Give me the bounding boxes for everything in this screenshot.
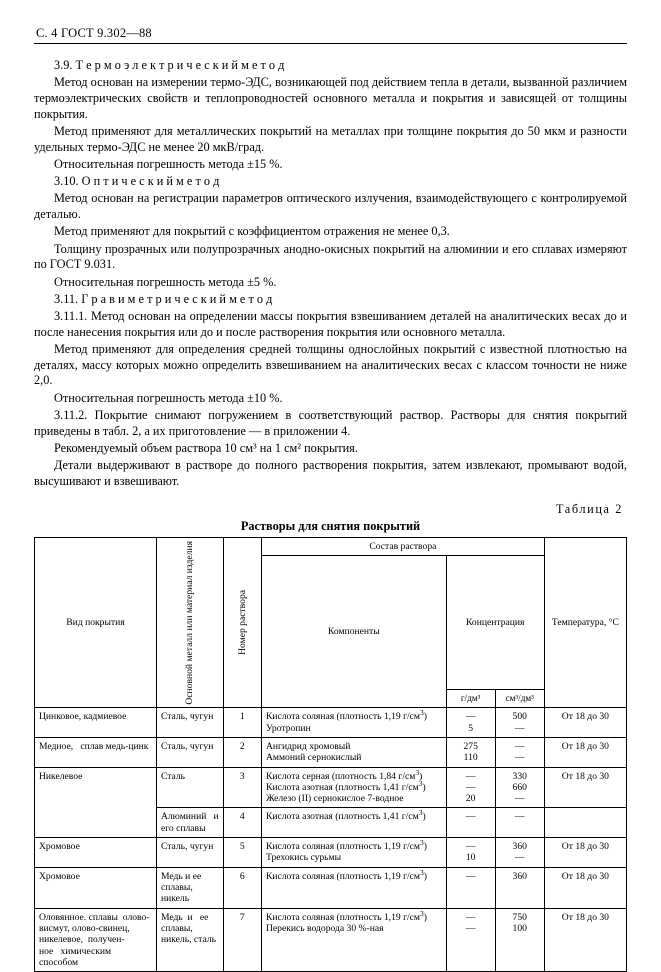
- cell-coating-type: Хромовое: [35, 838, 157, 868]
- cell-coating-type: Медное, сплав медь-цинк: [35, 737, 157, 767]
- cell-base-metal: Сталь, чугун: [156, 838, 223, 868]
- cell-components: Кислота соляная (плотность 1,19 $г/см^3$) Уротропин: [261, 708, 446, 738]
- paragraph-3-10-3: Толщину прозрачных или полупрозрачных анодно-окисных покрытий на алюминии и его сплавах измеряют по ГОСТ 9.031.: [34, 241, 627, 272]
- cell-conc-g: —: [446, 867, 495, 908]
- cell-base-metal: Сталь, чугун: [156, 737, 223, 767]
- cell-temperature: От 18 до 30: [544, 908, 626, 972]
- paragraph-3-10-1: Метод основан на регистрации параметров оптического излучения, взаимодействующего с контролируемой деталью.: [34, 191, 627, 222]
- cell-conc-sm: 360: [495, 867, 544, 908]
- paragraph-3-11-1-b: Метод применяют для определения средней толщины однослойных покрытий с известной плотностью на деталях, массу которых можно определить взвешиванием на аналитических весах с классом точности не ниже 2,0.: [34, 341, 627, 388]
- cell-conc-g: — — 20: [446, 767, 495, 808]
- header-conc-sm3-dm3: см³/дм³: [495, 690, 544, 708]
- cell-base-metal: Медь и ее сплавы, никель, сталь: [156, 908, 223, 972]
- cell-components: Ангидрид хромовый Аммоний сернокислый: [261, 737, 446, 767]
- cell-solution-number: 6: [223, 867, 261, 908]
- cell-conc-sm: —: [495, 808, 544, 838]
- table-row: [35, 708, 627, 738]
- cell-components: Кислота серная (плотность 1,84 $г/см^3$) Кислота азотная (плотность 1,41 $г/см^3$) Железо (II) сернокислое 7-водное: [261, 767, 446, 808]
- cell-coating-type: Цинковое, кадмиевое: [35, 708, 157, 738]
- cell-base-metal: Сталь, чугун: [156, 708, 223, 738]
- header-conc-g-dm3: г/дм³: [446, 690, 495, 708]
- cell-solution-number: 1: [223, 708, 261, 738]
- cell-components: Кислота соляная (плотность 1,19 $г/см^3$) Трехокись сурьмы: [261, 838, 446, 868]
- paragraph-heading-3-10: 3.10. О п т и ч е с к и й м е т о д: [54, 174, 220, 189]
- table-row: [35, 838, 627, 868]
- cell-base-metal: Алюминий и его сплавы: [156, 808, 223, 838]
- paragraph-3-11-1: 3.11.1. Метод основан на определении массы покрытия взвешиванием деталей на аналитических весах до и после нанесения покрытия или до и после растворения покрытия или основного металла.: [34, 309, 627, 339]
- cell-solution-number: 7: [223, 908, 261, 972]
- header-divider: [34, 43, 627, 44]
- cell-temperature: От 18 до 30: [544, 867, 626, 908]
- cell-conc-g: — 10: [446, 838, 495, 868]
- cell-temperature: От 18 до 30: [544, 767, 626, 808]
- cell-coating-type: Никелевое: [35, 767, 157, 838]
- page-number: С. 4: [36, 26, 58, 40]
- paragraph-heading-3-11: 3.11. Г р а в и м е т р и ч е с к и й м е т о д: [54, 291, 273, 306]
- body-text: [34, 58, 627, 490]
- header-concentration: Концентрация: [446, 555, 544, 690]
- cell-conc-g: 275 110: [446, 737, 495, 767]
- table-title: Растворы для снятия покрытий: [240, 518, 421, 533]
- coating-stripping-solutions-table: [34, 537, 627, 972]
- cell-conc-sm: 360 —: [495, 838, 544, 868]
- cell-temperature: [544, 808, 626, 838]
- header-solution-number: Номер раствора: [223, 537, 261, 708]
- paragraph-3-10-4: Относительная погрешность метода ±5 %.: [54, 274, 277, 289]
- cell-temperature: От 18 до 30: [544, 737, 626, 767]
- page-header: [36, 26, 627, 41]
- cell-conc-sm: — —: [495, 737, 544, 767]
- cell-solution-number: 3: [223, 767, 261, 808]
- header-components: Компоненты: [261, 555, 446, 707]
- cell-solution-number: 2: [223, 737, 261, 767]
- cell-components: Кислота соляная (плотность 1,19 $г/см^3$): [261, 867, 446, 908]
- header-solution-composition: Состав раствора: [261, 537, 544, 555]
- paragraph-3-11-2: 3.11.2. Покрытие снимают погружением в соответствующий раствор. Растворы для снятия покрытий приведены в табл. 2, а их приготовление — в приложении 4.: [34, 407, 627, 438]
- document-id: ГОСТ 9.302—88: [60, 26, 152, 40]
- cell-solution-number: 5: [223, 838, 261, 868]
- table-body: [35, 708, 627, 972]
- paragraph-3-9-1: Метод основан на измерении термо-ЭДС, возникающей под действием тепла в детали, вызванной различием термоэлектрических свойств и теплопроводностей основного металла и покрытия и зависящей от толщины покрытия.: [34, 75, 627, 121]
- cell-coating-type: Оловянное. сплавы олово-висмут, олово-свинец, никелевое, полученное химическим способом: [35, 908, 157, 972]
- header-base-metal: Основной металл или материал изделия: [156, 537, 223, 708]
- cell-conc-g: — 5: [446, 708, 495, 738]
- cell-conc-g: — —: [446, 908, 495, 972]
- cell-temperature: От 18 до 30: [544, 708, 626, 738]
- paragraph-3-11-1-c: Относительная погрешность метода ±10 %.: [54, 390, 283, 405]
- table-caption: Таблица 2: [556, 501, 623, 516]
- cell-components: Кислота соляная (плотность 1,19 $г/см^3$) Перекись водорода 30 %-ная: [261, 908, 446, 972]
- cell-temperature: От 18 до 30: [544, 838, 626, 868]
- table-row: [35, 908, 627, 972]
- header-temperature: Температура, °С: [544, 537, 626, 708]
- cell-conc-sm: 500 —: [495, 708, 544, 738]
- cell-solution-number: 4: [223, 808, 261, 838]
- paragraph-3-11-2-c: Детали выдерживают в растворе до полного растворения покрытия, затем извлекают, промывают водой, высушивают и взвешивают.: [34, 458, 627, 488]
- header-coating-type: Вид покрытия: [35, 537, 157, 708]
- cell-base-metal: Медь и ее сплавы, никель: [156, 867, 223, 908]
- cell-conc-sm: 330 660 —: [495, 767, 544, 808]
- table-row: [35, 867, 627, 908]
- table-header-row-1: [35, 537, 627, 555]
- cell-base-metal: Сталь: [156, 767, 223, 808]
- paragraph-3-11-2-b: Рекомендуемый объем раствора 10 см³ на 1 см² покрытия.: [54, 440, 358, 455]
- table-row: [35, 767, 627, 808]
- table-row: [35, 737, 627, 767]
- paragraph-3-9-2: Метод применяют для металлических покрытий на металлах при толщине покрытия до 50 мкм и разности удельных термо-ЭДС не менее 20 мкВ/град.: [34, 123, 627, 154]
- cell-coating-type: Хромовое: [35, 867, 157, 908]
- cell-conc-sm: 750 100: [495, 908, 544, 972]
- cell-conc-g: —: [446, 808, 495, 838]
- paragraph-3-10-2: Метод применяют для покрытий с коэффициентом отражения не менее 0,3.: [54, 224, 450, 239]
- cell-components: Кислота азотная (плотность 1,41 $г/см^3$): [261, 808, 446, 838]
- paragraph-heading-3-9: 3.9. Т е р м о э л е к т р и ч е с к и й м е т о д: [54, 58, 285, 72]
- paragraph-3-9-3: Относительная погрешность метода ±15 %.: [54, 156, 283, 171]
